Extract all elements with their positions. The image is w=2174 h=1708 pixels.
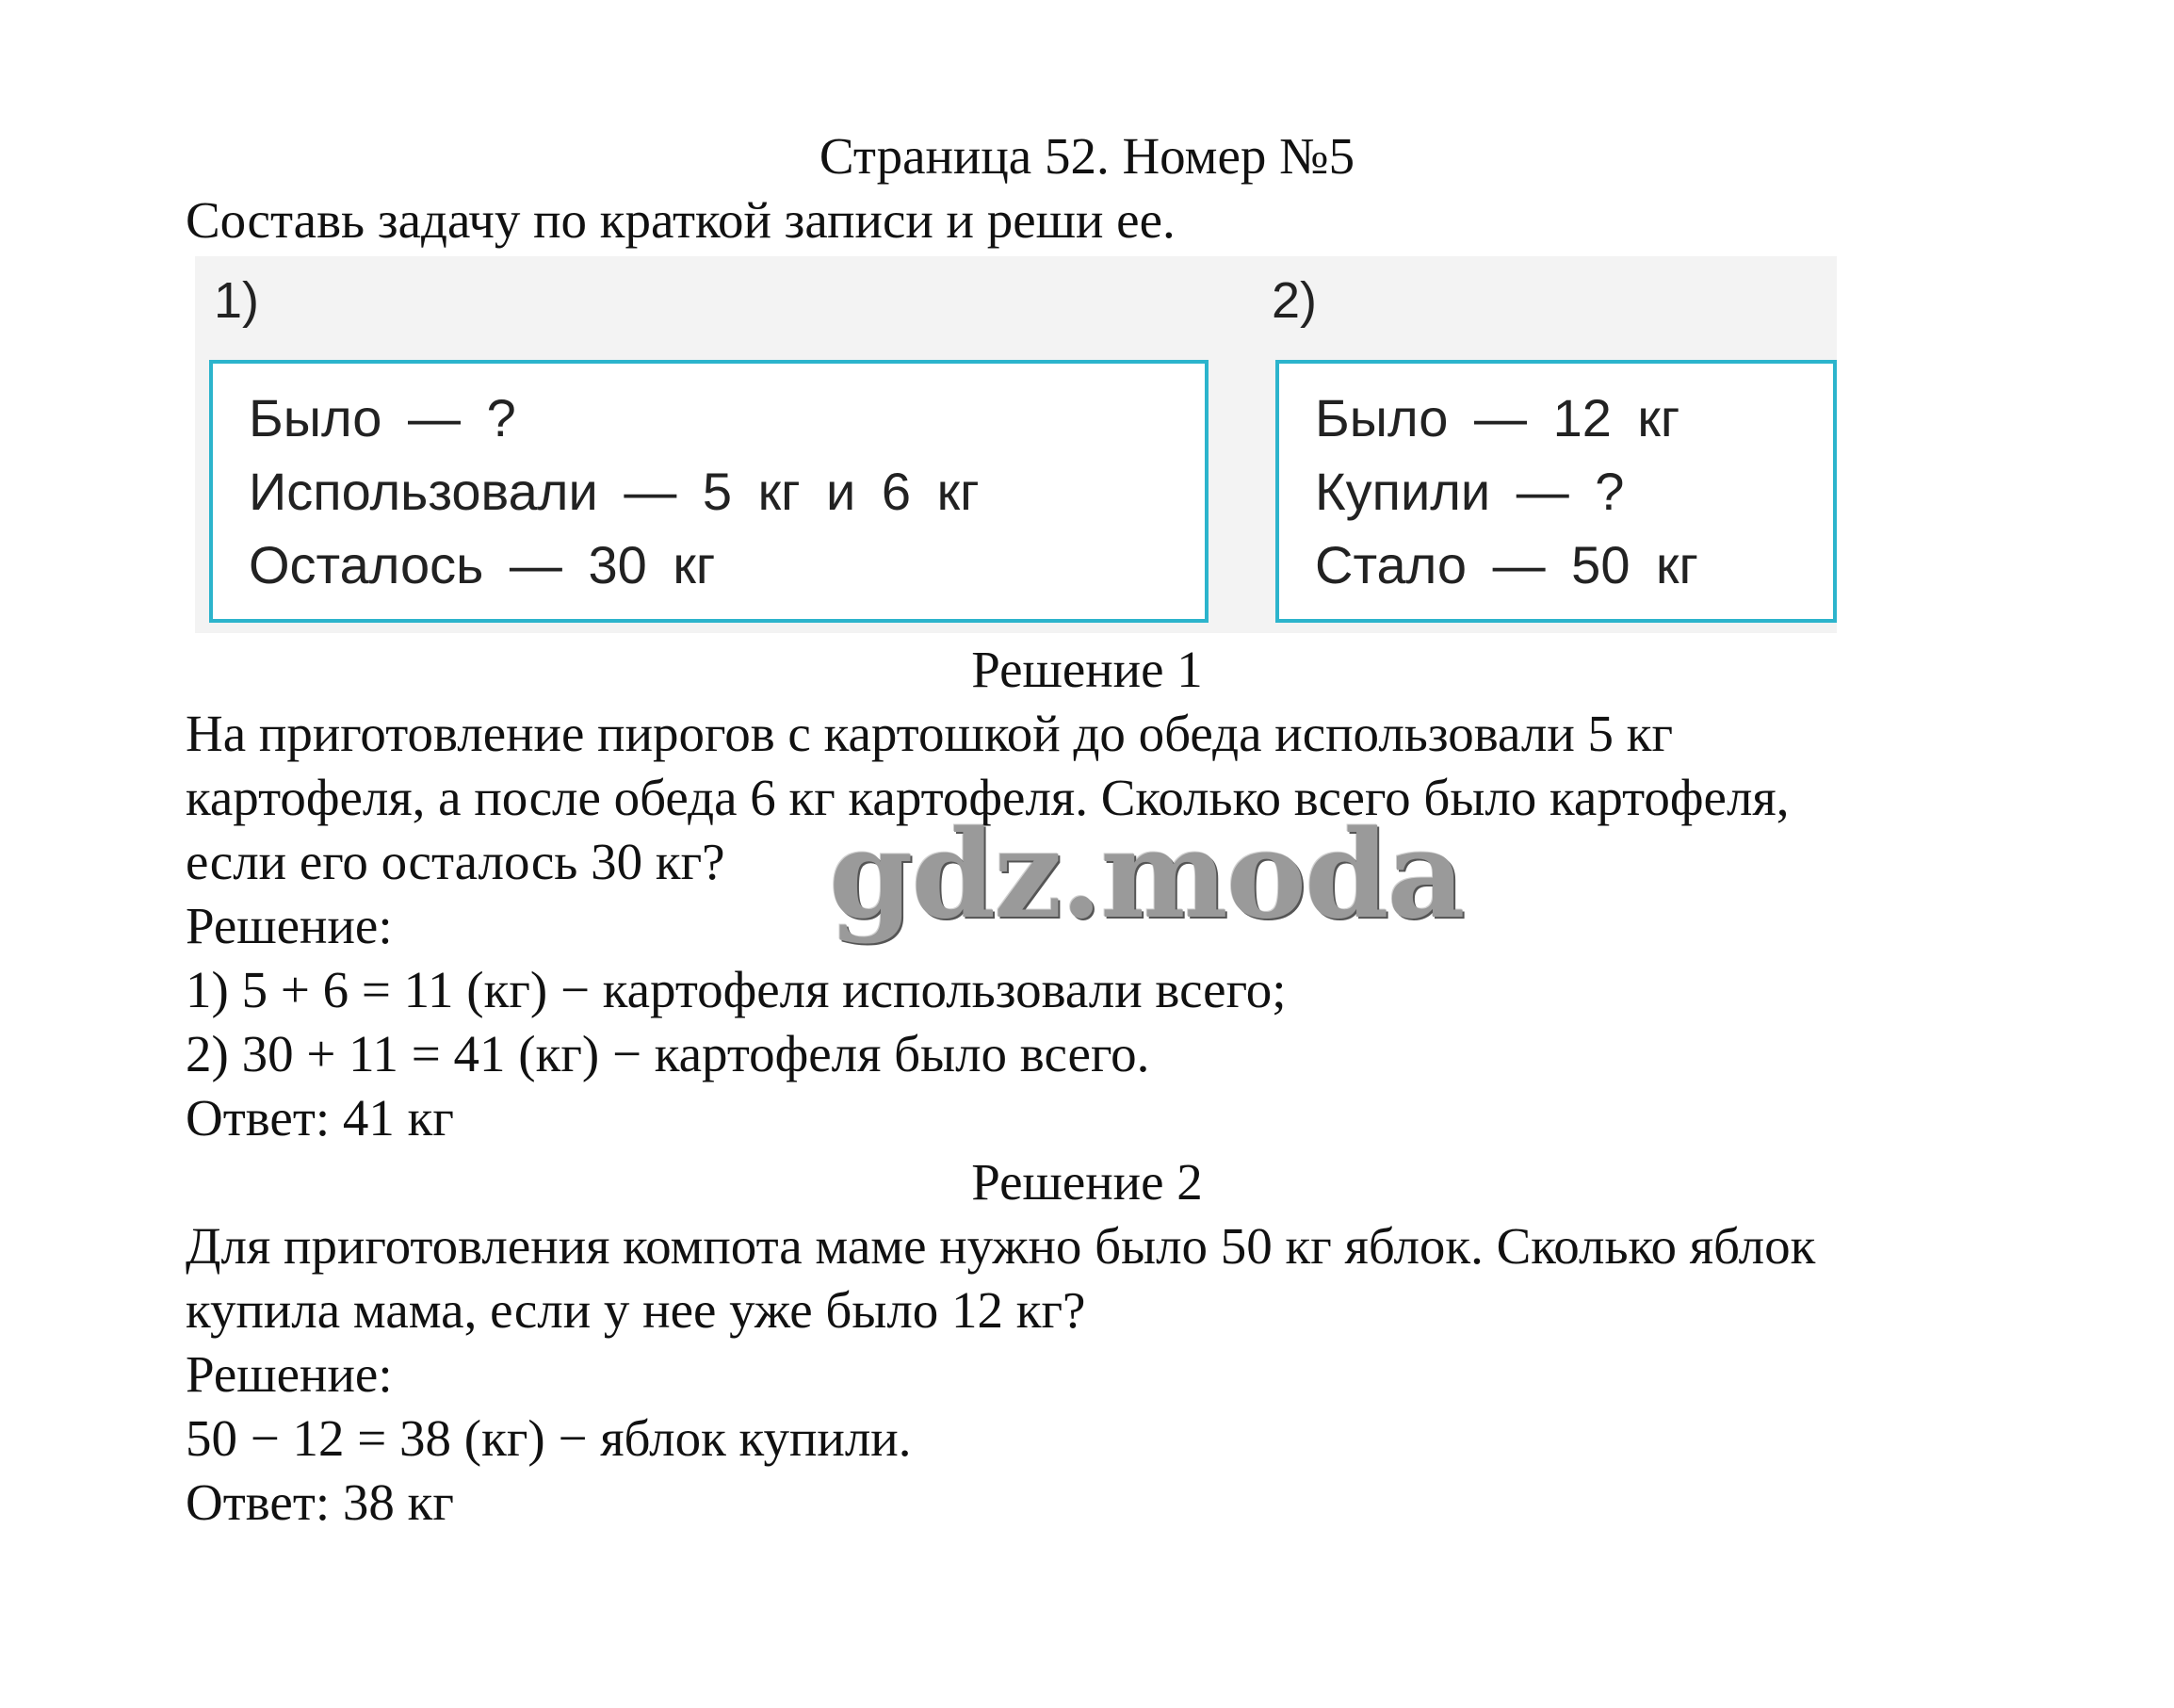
solution-1-problem-line: На приготовление пирогов с картошкой до обеда использовали 5 кг (186, 705, 1674, 762)
solution-2-step: 50 − 12 = 38 (кг) − яблок купили. (186, 1409, 912, 1467)
task-text: Составь задачу по краткой записи и реши ее. (186, 191, 1176, 249)
solution-2-answer: Ответ: 38 кг (186, 1473, 454, 1531)
page-title: Страница 52. Номер №5 (819, 127, 1355, 185)
record-line: Стало — 50 кг (1315, 535, 1698, 594)
short-record-figure (195, 256, 1837, 633)
solution-1-label: Решение: (186, 897, 393, 954)
figure-label-2: 2) (1272, 272, 1318, 329)
watermark-logo: gdz.moda (829, 805, 1464, 946)
solution-1-heading: Решение 1 (971, 641, 1203, 698)
record-line: Было — 12 кг (1315, 388, 1680, 447)
short-record-box-1 (209, 360, 1209, 623)
solution-2-heading: Решение 2 (971, 1153, 1203, 1211)
solution-1-answer: Ответ: 41 кг (186, 1089, 454, 1147)
solution-1-problem-line: если его осталось 30 кг? (186, 833, 725, 890)
solution-2-problem-line: Для приготовления компота маме нужно было 50 кг яблок. Сколько яблок (186, 1217, 1816, 1275)
solution-1-step: 1) 5 + 6 = 11 (кг) − картофеля использовали всего; (186, 961, 1287, 1018)
figure-label-1: 1) (214, 272, 260, 329)
short-record-box-2 (1275, 360, 1837, 623)
record-line: Осталось — 30 кг (249, 535, 716, 594)
record-line: Было — ? (249, 388, 516, 447)
record-line: Купили — ? (1315, 462, 1625, 521)
solution-2-problem-line: купила мама, если у нее уже было 12 кг? (186, 1281, 1086, 1339)
solution-2-label: Решение: (186, 1345, 393, 1403)
record-line: Использовали — 5 кг и 6 кг (249, 462, 980, 521)
solution-1-step: 2) 30 + 11 = 41 (кг) − картофеля было всего. (186, 1025, 1150, 1082)
solution-1-problem-line: картофеля, а после обеда 6 кг картофеля. Сколько всего было картофеля, (186, 769, 1790, 826)
